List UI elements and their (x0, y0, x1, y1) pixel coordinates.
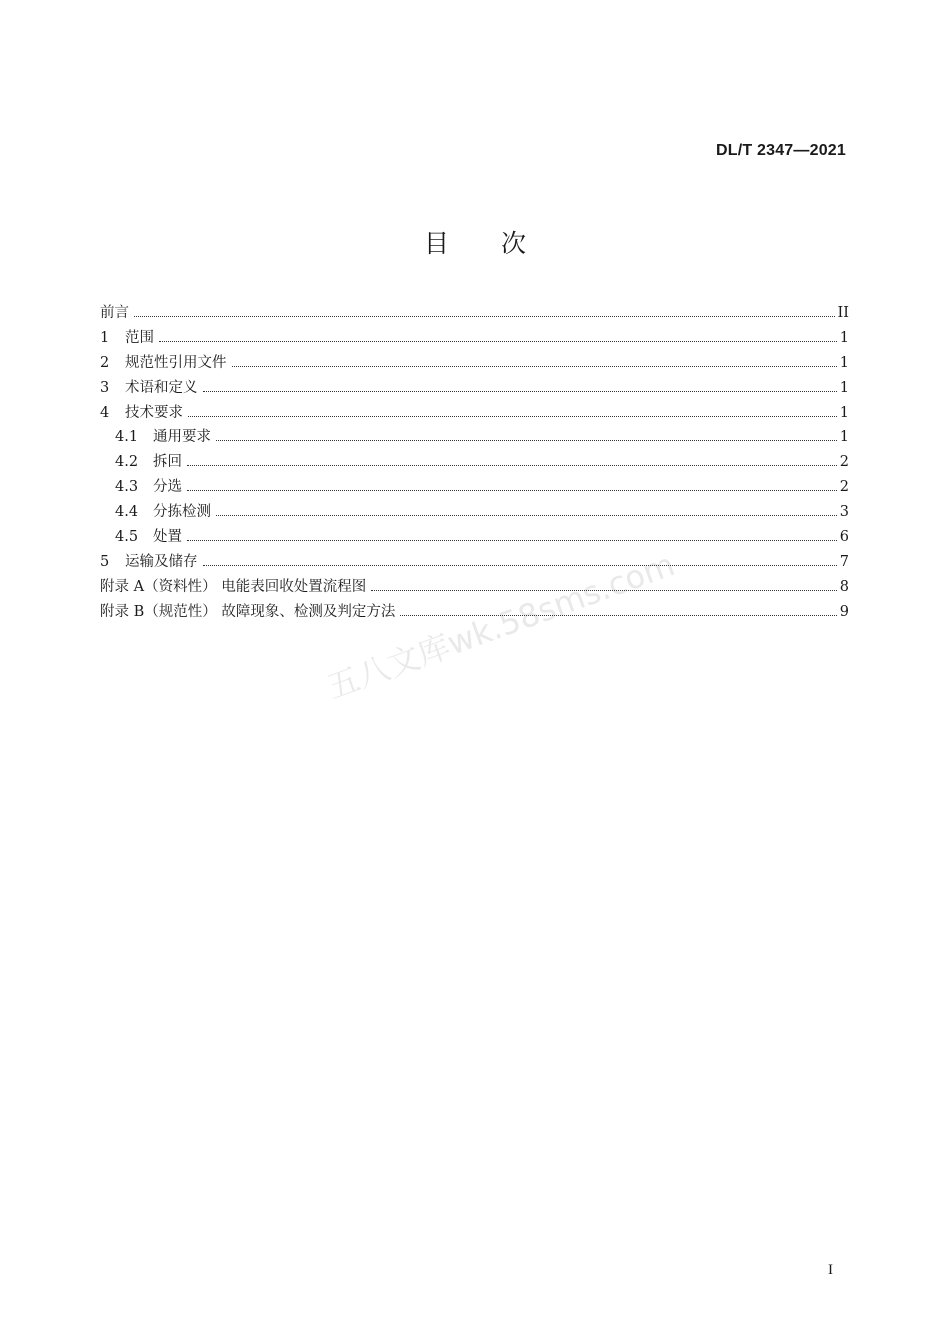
toc-entry-label: 技术要求 (125, 404, 183, 421)
page-number: I (828, 1262, 833, 1278)
toc-entry-disposal[interactable] (100, 525, 849, 550)
toc-entry-page: 3 (839, 504, 849, 521)
toc-entry-page: 2 (839, 479, 849, 496)
toc-leader-dots (159, 341, 837, 342)
toc-entry-label: 附录 B（规范性） 故障现象、检测及判定方法 (100, 603, 396, 620)
toc-entry-page: 6 (839, 529, 849, 546)
toc-entry-terms[interactable] (100, 376, 849, 401)
toc-entry-technical-requirements[interactable] (100, 401, 849, 426)
toc-entry-label: 术语和定义 (125, 379, 198, 396)
toc-entry-label: 拆回 (153, 454, 182, 471)
toc-entry-number: 4.5 (115, 529, 139, 546)
toc-entry-page: II (837, 305, 849, 321)
toc-entry-label: 分拣检测 (153, 504, 211, 521)
toc-leader-dots (187, 490, 837, 491)
toc-entry-appendix-b[interactable] (100, 600, 849, 625)
toc-entry-label: 通用要求 (153, 429, 211, 446)
toc-entry-label: 分选 (153, 479, 182, 496)
title-char-2: 次 (501, 229, 527, 258)
toc-entry-general-requirements[interactable] (100, 425, 849, 450)
toc-entry-appendix-a[interactable] (100, 575, 849, 600)
toc-entry-page: 2 (839, 454, 849, 471)
toc-leader-dots (187, 540, 837, 541)
toc-entry-scope[interactable] (100, 326, 849, 351)
toc-entry-number: 2 (100, 354, 110, 371)
toc-entry-label: 附录 A（资料性） 电能表回收处置流程图 (100, 578, 367, 595)
title-char-1: 目 (423, 229, 449, 258)
toc-entry-page: 1 (839, 429, 849, 446)
toc-entry-removal[interactable] (100, 450, 849, 475)
toc-entry-page: 8 (839, 578, 849, 595)
toc-entry-label: 处置 (153, 529, 182, 546)
table-of-contents (100, 301, 849, 625)
toc-leader-dots (187, 465, 837, 466)
toc-entry-page: 9 (839, 603, 849, 620)
toc-leader-dots (400, 615, 836, 616)
toc-entry-page: 7 (839, 553, 849, 570)
document-code: DL/T 2347—2021 (716, 142, 846, 159)
toc-entry-foreword[interactable] (100, 301, 849, 326)
toc-leader-dots (216, 515, 837, 516)
toc-entry-page: 1 (839, 379, 849, 396)
toc-entry-normative-references[interactable] (100, 351, 849, 376)
toc-leader-dots (216, 440, 837, 441)
toc-leader-dots (203, 565, 837, 566)
toc-entry-number: 5 (100, 553, 110, 570)
toc-leader-dots (203, 391, 837, 392)
page-title (0, 224, 950, 260)
toc-entry-label: 前言 (100, 305, 129, 321)
toc-leader-dots (371, 590, 837, 591)
toc-entry-number: 1 (100, 329, 110, 346)
toc-entry-number: 4 (100, 404, 110, 421)
toc-leader-dots (232, 366, 837, 367)
toc-leader-dots (134, 316, 835, 317)
toc-entry-label: 运输及储存 (125, 553, 198, 570)
toc-entry-number: 4.3 (115, 479, 139, 496)
toc-entry-transport-storage[interactable] (100, 550, 849, 575)
toc-entry-sorting-inspection[interactable] (100, 500, 849, 525)
toc-entry-label: 范围 (125, 329, 154, 346)
toc-entry-page: 1 (839, 404, 849, 421)
toc-entry-label: 规范性引用文件 (125, 354, 227, 371)
toc-entry-page: 1 (839, 329, 849, 346)
toc-entry-number: 4.2 (115, 454, 139, 471)
toc-entry-number: 4.4 (115, 504, 139, 521)
toc-entry-number: 4.1 (115, 429, 139, 446)
toc-entry-sorting[interactable] (100, 475, 849, 500)
toc-entry-page: 1 (839, 354, 849, 371)
watermark-text: 五八文库wk.58sms.com (322, 545, 680, 707)
toc-leader-dots (188, 416, 837, 417)
toc-entry-number: 3 (100, 379, 110, 396)
